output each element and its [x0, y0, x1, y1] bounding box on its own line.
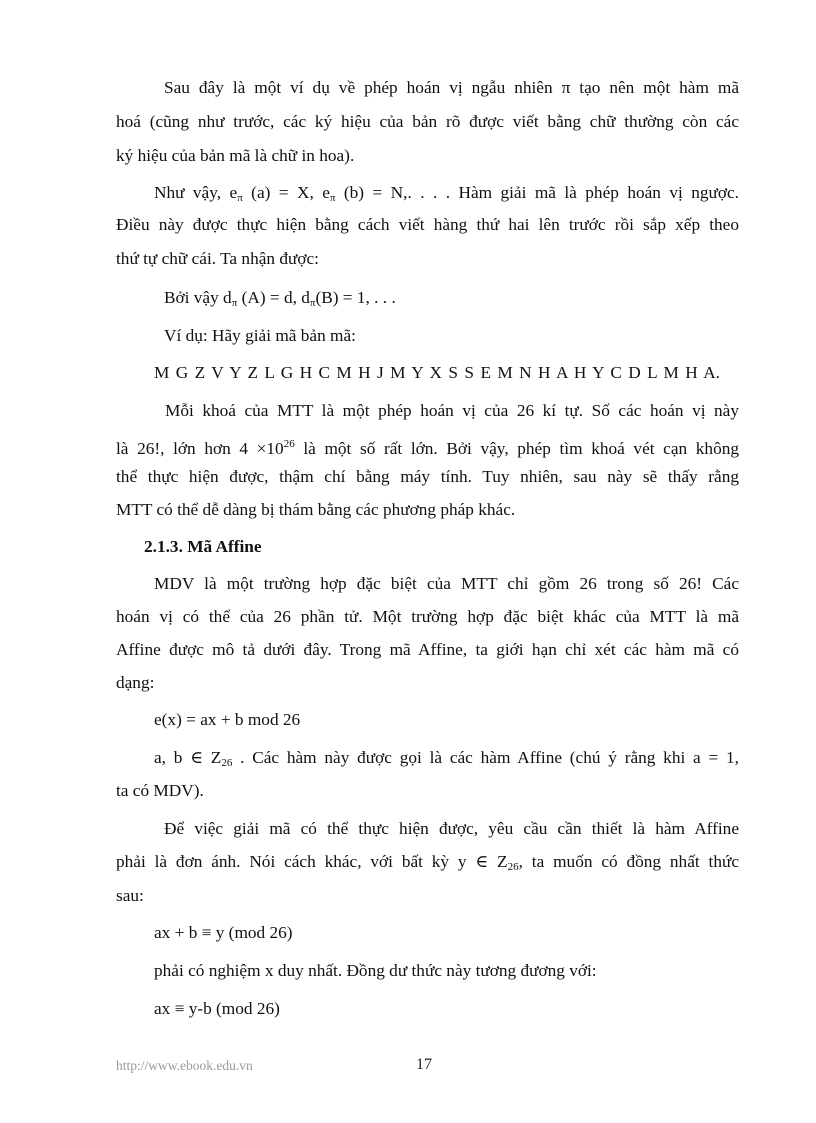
paragraph-line: dạng: [116, 673, 155, 692]
paragraph-line: Mỗi khoá của MTT là một phép hoán vị của 26 kí tự. Số các hoán vị này [165, 401, 739, 420]
paragraph-line: Điều này được thực hiện bằng cách viết hàng thứ hai lên trước rồi sắp xếp theo [116, 215, 739, 234]
paragraph-line: sau: [116, 886, 144, 905]
paragraph-line: MTT có thể dễ dàng bị thám bằng các phương pháp khác. [116, 500, 516, 519]
equation: e(x) = ax + b mod 26 [154, 710, 301, 729]
paragraph-line: Như vậy, $e_\pi$ (a) = X, $e_\pi$ (b) = N,. . . . Hàm giải mã là phép hoán vị ngược. [154, 183, 739, 204]
paragraph-line: ký hiệu của bản mã là chữ in hoa). [116, 146, 355, 165]
paragraph-line: Sau đây là một ví dụ về phép hoán vị ngẫu nhiên π tạo nên một hàm mã [164, 78, 739, 97]
page-number: 17 [416, 1056, 432, 1073]
paragraph-line: Để việc giải mã có thể thực hiện được, yêu cầu cần thiết là hàm Affine [164, 819, 739, 838]
equation: ax + b ≡ y (mod 26) [154, 923, 293, 942]
paragraph-line: phải có nghiệm x duy nhất. Đồng dư thức này tương đương với: [154, 961, 597, 980]
paragraph-line: phải là đơn ánh. Nói cách khác, với bất kỳ y ∈ $Z_{26}$, ta muốn có đồng nhất thức [116, 852, 739, 873]
paragraph-line: Bởi vậy $d_\pi$ (A) = d, $d_\pi(B) = 1$, . . . [164, 288, 396, 309]
paragraph-line: ta có MDV). [116, 781, 204, 800]
paragraph-line: thứ tự chữ cái. Ta nhận được: [116, 249, 319, 268]
paragraph-line: hoá (cũng như trước, các ký hiệu của bản rõ được viết bằng chữ thường còn các [116, 112, 739, 131]
ciphertext-line: M G Z V Y Z L G H C M H J M Y X S S E M N H A H Y C D L M H A. [154, 363, 720, 382]
paragraph-line: Ví dụ: Hãy giải mã bản mã: [164, 326, 356, 345]
paragraph-line: MDV là một trường hợp đặc biệt của MTT chỉ gồm 26 trong số 26! Các [154, 574, 739, 593]
paragraph-line: hoán vị có thể của 26 phần tử. Một trường hợp đặc biệt khác của MTT là mã [116, 607, 739, 626]
paragraph-line: a, b ∈ $Z_{26}$ . Các hàm này được gọi là các hàm Affine (chú ý rằng khi a = 1, [154, 748, 739, 769]
paragraph-line: Affine được mô tả dưới đây. Trong mã Affine, ta giới hạn chỉ xét các hàm mã có [116, 640, 739, 659]
equation: ax ≡ y-b (mod 26) [154, 999, 280, 1018]
paragraph-line: thể thực hiện được, thậm chí bằng máy tính. Tuy nhiên, sau này sẽ thấy rằng [116, 467, 739, 486]
section-heading: 2.1.3. Mã Affine [144, 537, 262, 556]
footer-url: http://www.ebook.edu.vn [116, 1058, 253, 1073]
paragraph-line: là 26!, lớn hơn $4 \times 10^{26}$ là một số rất lớn. Bởi vậy, phép tìm khoá vét cạn không [116, 438, 739, 458]
